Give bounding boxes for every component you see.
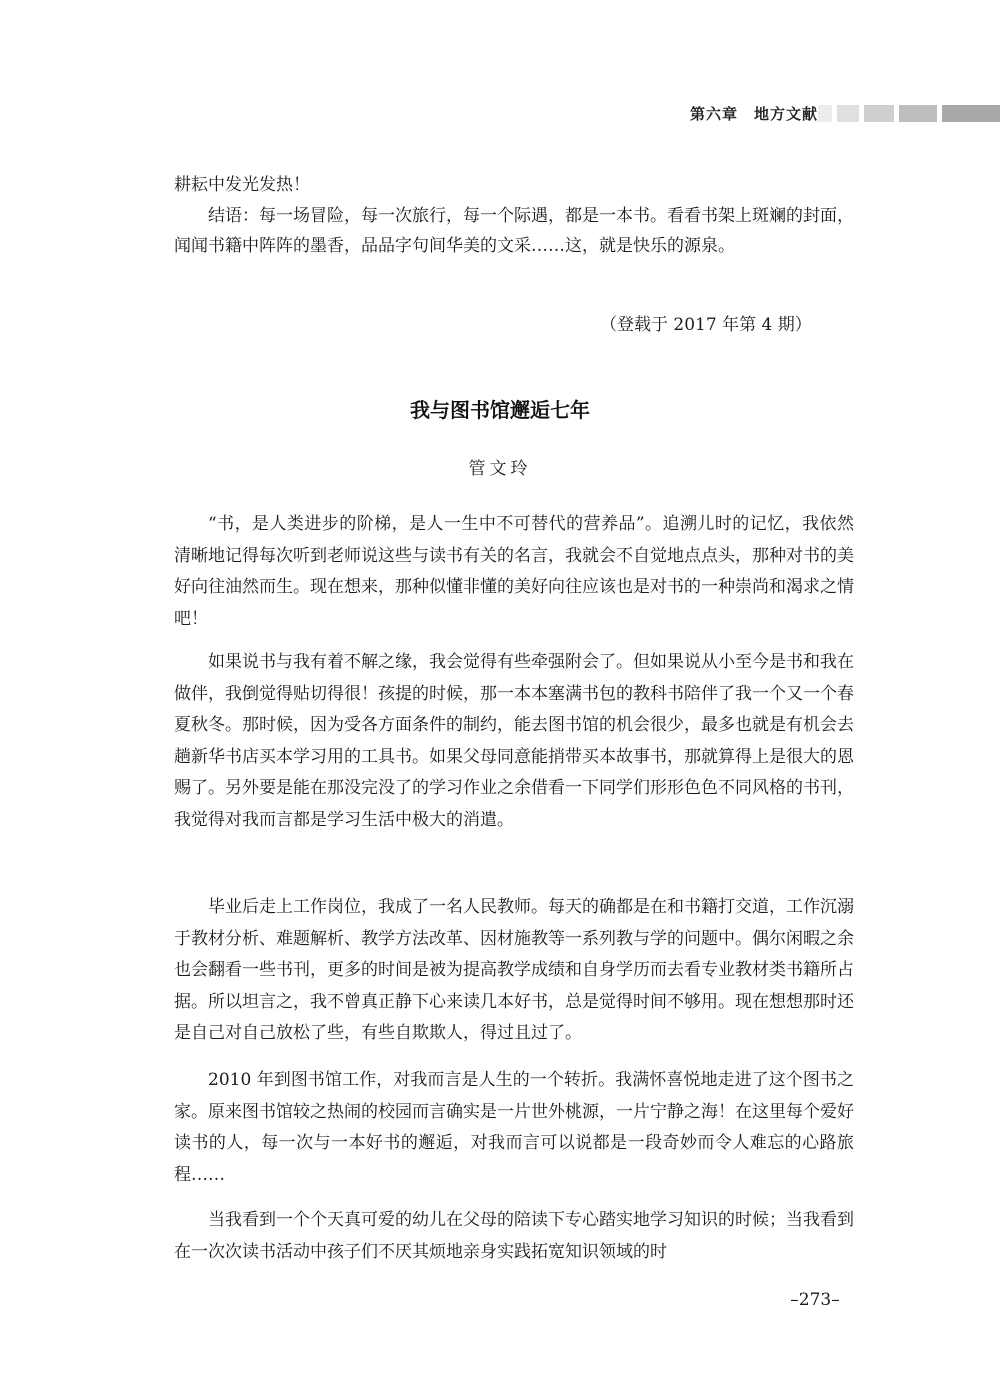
previous-article-ending: 耕耘中发光发热！ bbox=[174, 175, 310, 195]
body-paragraph-3: 毕业后走上工作岗位，我成了一名人民教师。每天的确都是在和书籍打交道，工作沉溺于教材分析、难题解析、教学方法改革、因材施教等一系列教与学的问题中。偶尔闲暇之余也会翻看一些书刊，更多的时间是被为提高教学成绩和自身学历而去看专业教材类书籍所占据。所以坦言之，我不曾真正静下心来读几本好书，总是觉得时间不够用。现在想想那时还是自己对自己放松了些，有些自欺欺人，得过且过了。 bbox=[174, 897, 854, 1043]
header-decoration-bar bbox=[864, 105, 894, 122]
publication-source: （登载于 2017 年第 4 期） bbox=[600, 315, 812, 335]
running-header bbox=[0, 103, 1000, 125]
body-paragraph-4: 2010 年到图书馆工作，对我而言是人生的一个转折。我满怀喜悦地走进了这个图书之家。原来图书馆较之热闹的校园而言确实是一片世外桃源，一片宁静之海！在这里每个爱好读书的人，每一次与一本好书的邂逅，对我而言可以说都是一段奇妙而令人难忘的心路旅程…… bbox=[174, 1070, 854, 1185]
body-paragraph-2: 如果说书与我有着不解之缘，我会觉得有些牵强附会了。但如果说从小至今是书和我在做伴，我倒觉得贴切得很！孩提的时候，那一本本塞满书包的教科书陪伴了我一个又一个春夏秋冬。那时候，因为受各方面条件的制约，能去图书馆的机会很少，最多也就是有机会去趟新华书店买本学习用的工具书。如果父母同意能捎带买本故事书，那就算得上是很大的恩赐了。另外要是能在那没完没了的学习作业之余借看一下同学们形形色色不同风格的书刊，我觉得对我而言都是学习生活中极大的消遣。 bbox=[174, 652, 854, 830]
header-decoration-bar bbox=[942, 105, 1000, 122]
body-paragraph-5: 当我看到一个个天真可爱的幼儿在父母的陪读下专心踏实地学习知识的时候；当我看到在一次次读书活动中孩子们不厌其烦地亲身实践拓宽知识领域的时 bbox=[174, 1210, 854, 1262]
page-number: –273– bbox=[790, 1290, 840, 1310]
article-title: 我与图书馆邂逅七年 bbox=[410, 398, 590, 422]
body-paragraph-1: “书，是人类进步的阶梯，是人一生中不可替代的营养品”。追溯儿时的记忆，我依然清晰地记得每次听到老师说这些与读书有关的名言，我就会不自觉地点点头，那种对书的美好向往油然而生。现在想来，那种似懂非懂的美好向往应该也是对书的一种崇尚和渴求之情吧！ bbox=[174, 514, 854, 629]
header-decoration-bar bbox=[837, 105, 859, 122]
article-author: 管文玲 bbox=[468, 459, 532, 479]
header-decoration-bar bbox=[818, 105, 832, 122]
previous-article-conclusion: 结语：每一场冒险，每一次旅行，每一个际遇，都是一本书。看看书架上斑斓的封面，闻闻书籍中阵阵的墨香，品品字句间华美的文采……这，就是快乐的源泉。 bbox=[174, 206, 854, 256]
header-decoration-bar bbox=[899, 105, 937, 122]
chapter-title: 第六章 地方文献 bbox=[690, 105, 819, 123]
